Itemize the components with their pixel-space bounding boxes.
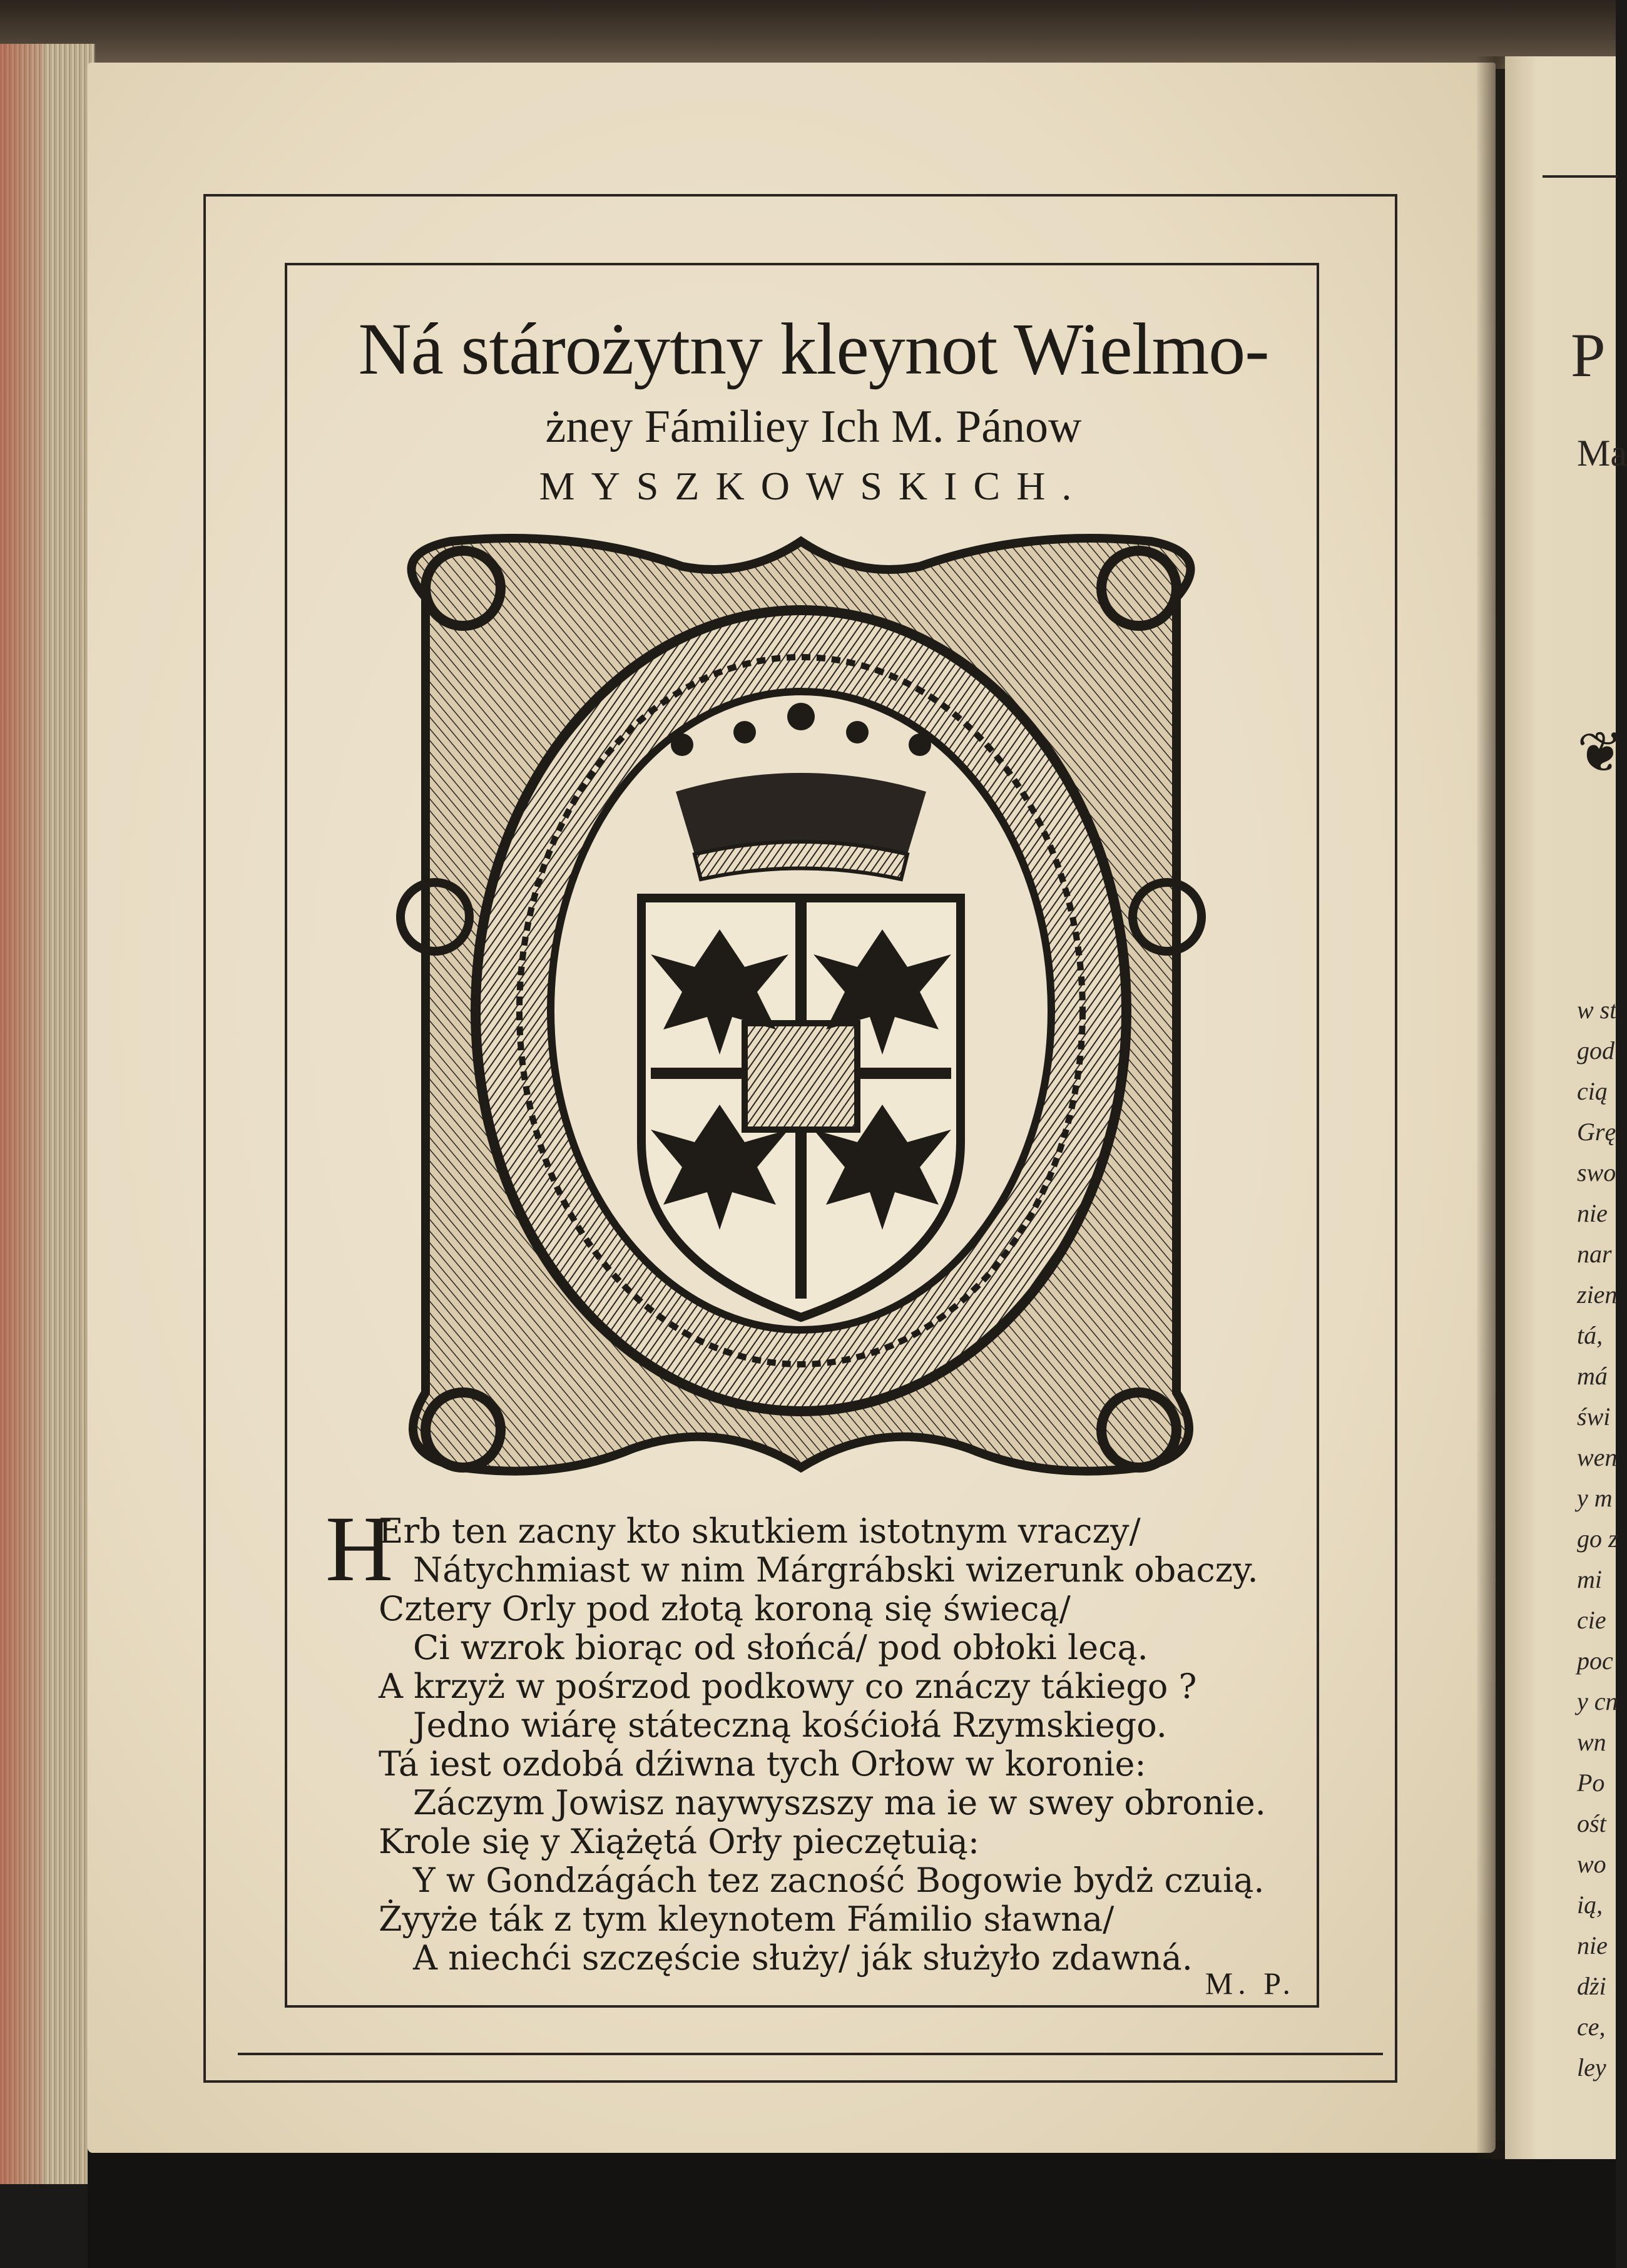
facing-line: cie — [1577, 1606, 1606, 1634]
poem-line: Záczym Jowisz naywyszszy ma ie w swey obronie. — [413, 1783, 1266, 1822]
facing-line: go z — [1577, 1525, 1618, 1553]
facing-line: nie — [1577, 1199, 1608, 1227]
facing-line: nar — [1577, 1240, 1612, 1268]
poem-line: Tá iest ozdobá dźiwna tych Orłow w koronie: — [379, 1744, 1146, 1784]
poem-line: Żyyże ták z tym kleynotem Fámilio sławna/ — [379, 1899, 1114, 1939]
title-line-3: MYSZKOWSKICH. — [539, 464, 1088, 508]
facing-page-rule — [1543, 175, 1618, 178]
facing-line: god — [1577, 1036, 1614, 1065]
book-top-edge — [0, 0, 1616, 69]
poem-line: Krole się y Xiążętá Orły pieczętuią: — [379, 1822, 980, 1861]
facing-line: Grę — [1577, 1118, 1616, 1146]
facing-title-fragment: Ma — [1577, 432, 1627, 474]
facing-line: wo — [1577, 1850, 1606, 1878]
title-line-2: żney Fámiliey Ich M. Pánow — [545, 401, 1082, 452]
facing-line: zien — [1577, 1280, 1618, 1309]
facing-line: tá, — [1577, 1321, 1603, 1349]
book-red-edge — [0, 44, 44, 2184]
facing-line: swo — [1577, 1158, 1616, 1187]
floral-ornament-icon: ❦ — [1577, 722, 1624, 784]
facing-title-letter: P — [1571, 320, 1606, 390]
facing-line: Po — [1577, 1769, 1605, 1797]
table-shadow — [88, 2140, 1616, 2268]
poem-line: Nátychmiast w nim Márgrábski wizerunk obaczy. — [413, 1550, 1258, 1590]
facing-line: ce, — [1577, 2013, 1606, 2041]
facing-line: świ — [1577, 1402, 1611, 1431]
facing-line: poc — [1577, 1647, 1613, 1675]
poem-line: Ci wzrok biorąc od słońcá/ pod obłoki lecą. — [413, 1628, 1148, 1667]
drop-cap: H — [325, 1497, 394, 1601]
facing-line: ley — [1577, 2053, 1606, 2082]
bottom-rule — [238, 2053, 1383, 2055]
facing-line: mi — [1577, 1565, 1602, 1593]
poem-line: A krzyż w pośrzod podkowy co znáczy tákiego ? — [379, 1667, 1197, 1706]
facing-line: dżi — [1577, 1972, 1606, 2000]
poem-line: Jedno wiárę státeczną kośćiołá Rzymskiego. — [413, 1705, 1167, 1745]
facing-line: y m — [1577, 1484, 1613, 1512]
facing-line: nie — [1577, 1931, 1608, 1959]
poem-block — [325, 1497, 1302, 2015]
poem-line: A niechći szczęście służy/ ják służyło zdawná. — [413, 1938, 1193, 1978]
facing-line: cią — [1577, 1077, 1608, 1105]
poem-line: Erb ten zacny kto skutkiem istotnym vraczy/ — [379, 1511, 1141, 1551]
facing-line: w st — [1577, 996, 1617, 1024]
facing-line: wn — [1577, 1728, 1606, 1756]
facing-line: y cn — [1577, 1687, 1618, 1715]
facing-line: ią, — [1577, 1891, 1603, 1919]
title-line-1: Ná stárożytny kleynot Wielmo- — [358, 308, 1269, 390]
signature: M. P. — [1205, 1966, 1295, 2001]
poem-line: Y w Gondzágách tez zacność Bogowie bydż czuią. — [413, 1861, 1265, 1900]
facing-line: ośt — [1577, 1809, 1606, 1837]
shield-icon — [641, 898, 961, 1317]
facing-line: má — [1577, 1362, 1608, 1390]
facing-line: wen — [1577, 1443, 1618, 1471]
facing-page — [1505, 56, 1627, 2159]
poem-line: Cztery Orly pod złotą koroną się świecą/ — [379, 1589, 1071, 1628]
coat-of-arms-woodcut — [369, 529, 1233, 1486]
